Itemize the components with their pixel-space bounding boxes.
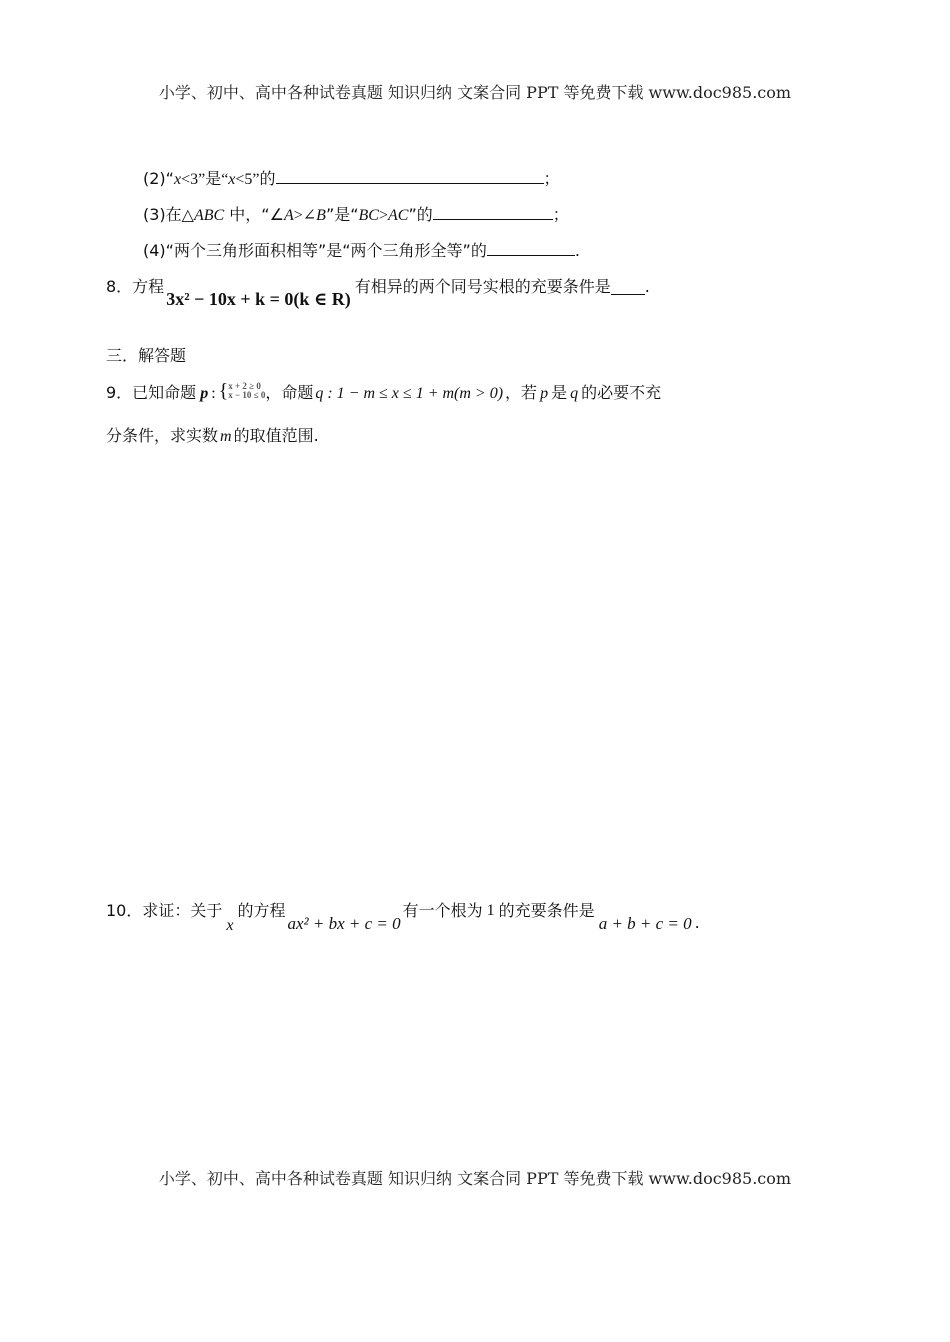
q7-p3-end: ；	[552, 205, 569, 224]
q7-p2-var-x2: x	[228, 171, 236, 188]
q7-p3-var-a: A	[283, 207, 294, 224]
q7-p3-text-c: >∠	[293, 207, 317, 224]
q10-mid1: 的方程	[237, 901, 286, 920]
page-footer: 小学、初中、高中各种试卷真题 知识归纳 文案合同 PPT 等免费下载 www.doc985.com	[158, 1169, 792, 1188]
q9-system-row2: x − 10 ≤ 0	[228, 389, 266, 400]
q8-prefix: 8．方程	[106, 277, 165, 296]
q7-p2-var-x1: x	[173, 171, 182, 188]
q9-system-rows	[228, 382, 265, 400]
q7-part2	[143, 166, 560, 191]
q7-p3-var-b: B	[316, 207, 326, 224]
q9-system-brace: {	[218, 379, 229, 402]
q7-p3-text-b: 中，“∠	[224, 205, 284, 224]
q7-p2-answer-blank	[276, 166, 544, 184]
q7-p3-text-d: ”是“	[325, 205, 359, 224]
q9-var-p: p	[200, 385, 209, 402]
q10-equation: ax² + bx + c = 0	[287, 913, 401, 933]
q10-condition: a + b + c = 0	[598, 913, 692, 933]
q7-p3-text-f: ”的	[408, 205, 433, 224]
q10-var-x: x	[226, 917, 234, 934]
q9-colon: :	[211, 385, 216, 402]
q7-p2-text-c: <5”的	[235, 171, 276, 188]
q10-root-one: 1	[486, 902, 495, 919]
q9-prefix: 9．已知命题	[106, 383, 197, 402]
q7-p3-var-bc: BC	[358, 207, 379, 224]
q9-inequality-system	[218, 379, 266, 402]
q9-line2-a: 分条件，求实数	[106, 426, 219, 445]
q10-mid2: 有一个根为	[402, 901, 483, 920]
q9-mid4: 的必要不充	[581, 383, 662, 402]
section-3-title: 三．解答题	[106, 346, 187, 365]
q8-suffix: 有相异的两个同号实根的充要条件是	[354, 277, 611, 296]
q7-p4-end: .	[574, 241, 580, 260]
q8-equation: 3x² − 10x + k = 0(k ∈ R)	[166, 288, 351, 309]
question-9-line2	[106, 425, 319, 448]
q9-mid3: 是	[551, 383, 568, 402]
q7-p4-text: (4)“两个三角形面积相等”是“两个三角形全等”的	[143, 241, 487, 260]
question-8	[106, 276, 650, 312]
q9-mid1: ，命题	[265, 383, 314, 402]
q7-part4	[143, 238, 580, 262]
q9-line2-b: 的取值范围.	[233, 426, 319, 445]
q7-p3-answer-blank	[433, 202, 553, 220]
q7-p2-end: ；	[543, 169, 560, 188]
q9-var-p2: p	[540, 385, 549, 402]
q7-p3-text-e: >	[378, 207, 389, 224]
q7-p3-triangle-name: ABC	[193, 207, 225, 224]
q7-p4-answer-blank	[487, 238, 575, 256]
q10-prefix: 10．求证：关于	[106, 901, 223, 920]
q8-end: .	[644, 277, 650, 296]
q7-p3-var-ac: AC	[388, 207, 409, 224]
q7-p2-text-a: (2)“	[143, 169, 174, 188]
q9-mid2: ，若	[505, 383, 538, 402]
q9-system-row1: x + 2 ≥ 0	[228, 380, 261, 391]
q10-end: .	[694, 913, 700, 932]
q9-var-q2: q	[570, 385, 579, 402]
page-header: 小学、初中、高中各种试卷真题 知识归纳 文案合同 PPT 等免费下载 www.doc985.com	[158, 83, 792, 102]
q7-p2-text-b: <3”是“	[181, 171, 229, 188]
question-9-line1	[106, 379, 662, 405]
q9-q-expression: q : 1 − m ≤ x ≤ 1 + m(m > 0)	[315, 384, 504, 402]
q10-mid3: 的充要条件是	[498, 901, 595, 920]
q7-p3-text-a: (3)在△	[143, 205, 194, 224]
q9-var-m: m	[220, 428, 232, 445]
q7-part3	[143, 202, 569, 227]
q8-answer-blank	[611, 276, 645, 295]
question-10	[106, 900, 700, 940]
